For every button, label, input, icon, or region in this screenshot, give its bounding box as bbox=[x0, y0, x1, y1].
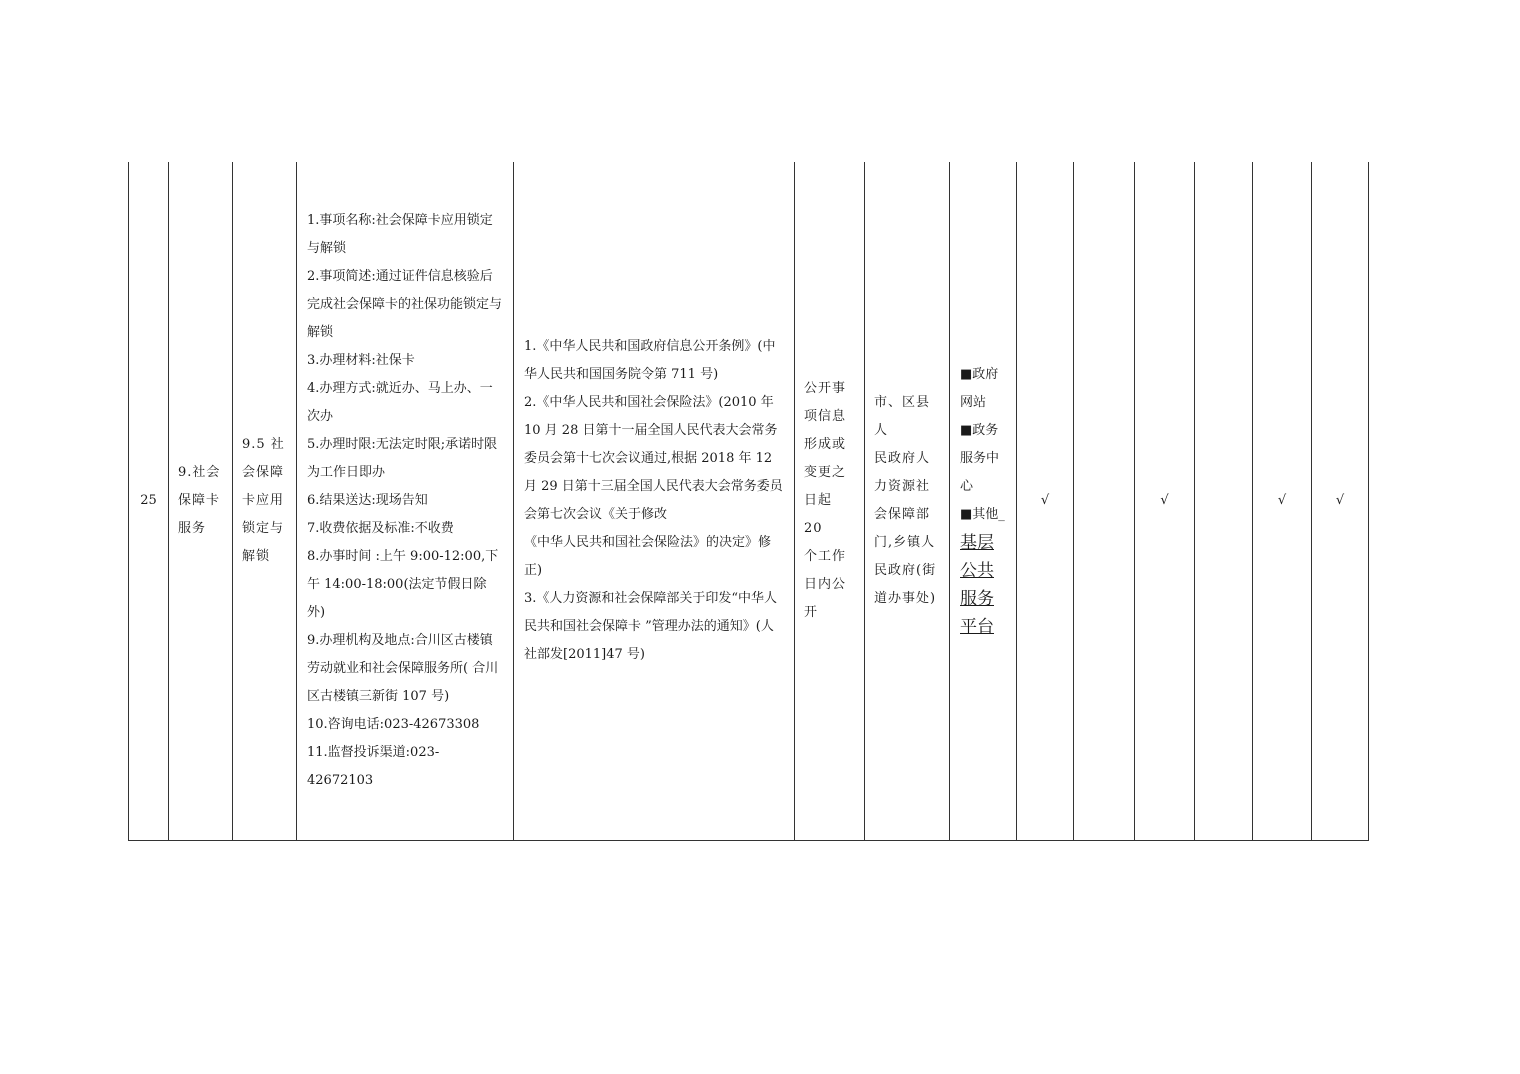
content-line: 9.办理机构及地点:合川区古楼镇劳动就业和社会保障服务所( 合川区古楼镇三新街 107 号) bbox=[307, 632, 499, 704]
subject-line: 会保障部 bbox=[874, 506, 931, 522]
time-limit-line: 日起 20 bbox=[804, 492, 833, 536]
item-line: 卡应用 bbox=[242, 492, 285, 508]
time-limit-line: 日内公 bbox=[804, 576, 847, 592]
channel-other-line: 平台 bbox=[960, 616, 994, 637]
content-cell bbox=[297, 162, 514, 840]
channel-line: ■政务 bbox=[960, 422, 999, 438]
table-row bbox=[129, 162, 1369, 840]
content-line: 3.办理材料:社保卡 bbox=[307, 352, 415, 368]
content-line: 2.事项简述:通过证件信息核验后完成社会保障卡的社保功能锁定与解锁 bbox=[307, 268, 503, 340]
subject-line: 民政府(街 bbox=[874, 562, 937, 578]
subject-line: 门,乡镇人 bbox=[874, 534, 936, 550]
time-limit-line: 项信息 bbox=[804, 408, 847, 424]
item-line: 锁定与 bbox=[242, 520, 285, 536]
channel-other-line: 公共 bbox=[960, 560, 994, 581]
basis-cell bbox=[514, 162, 795, 840]
item-cell bbox=[233, 162, 297, 840]
disclosure-table bbox=[128, 162, 1369, 841]
item-line: 9.5 社 bbox=[242, 436, 285, 452]
check-cell: √ bbox=[1312, 162, 1369, 840]
channel-other-line: 服务 bbox=[960, 588, 994, 609]
channel-line: ■政府 bbox=[960, 366, 999, 382]
time-limit-line: 个工作 bbox=[804, 548, 847, 564]
row-number: 25 bbox=[140, 492, 157, 508]
check-cell: √ bbox=[1017, 162, 1074, 840]
basis-line: 《中华人民共和国社会保险法》的决定》修正) bbox=[524, 534, 772, 578]
content-line: 8.办事时间 :上午 9:00-12:00,下午 14:00-18:00(法定节假日除外) bbox=[307, 548, 499, 620]
time-limit-line: 形成或 bbox=[804, 436, 847, 452]
check-cell bbox=[1195, 162, 1253, 840]
channel-line: 心 bbox=[960, 478, 974, 494]
category-line: 服务 bbox=[178, 520, 207, 536]
channel-other-line: 基层 bbox=[960, 532, 994, 553]
subject-cell bbox=[865, 162, 950, 840]
content-line: 5.办理时限:无法定时限;承诺时限为工作日即办 bbox=[307, 436, 498, 480]
basis-line: 3.《人力资源和社会保障部关于印发“中华人民共和国社会保障卡 ”管理办法的通知》(人社部发[2011]47 号) bbox=[524, 590, 778, 662]
content-line: 7.收费依据及标准:不收费 bbox=[307, 520, 454, 536]
subject-line: 道办事处) bbox=[874, 590, 937, 606]
content-line: 10.咨询电话:023-42673308 bbox=[307, 716, 480, 732]
time-limit-line: 公开事 bbox=[804, 380, 847, 396]
channel-line: 网站 bbox=[960, 394, 987, 410]
category-line: 保障卡 bbox=[178, 492, 221, 508]
content-line: 4.办理方式:就近办、马上办、一次办 bbox=[307, 380, 493, 424]
subject-line: 力资源社 bbox=[874, 478, 931, 494]
channel-line: ■其他_ bbox=[960, 506, 1005, 522]
check-cell bbox=[1074, 162, 1135, 840]
check-cell: √ bbox=[1253, 162, 1312, 840]
content-line: 1.事项名称:社会保障卡应用锁定与解锁 bbox=[307, 212, 493, 256]
subject-line: 民政府人 bbox=[874, 450, 931, 466]
item-line: 会保障 bbox=[242, 464, 285, 480]
subject-line: 市、区县人 bbox=[874, 394, 931, 438]
content-line: 11.监督投诉渠道:023-42672103 bbox=[307, 744, 440, 788]
category-line: 9.社会 bbox=[178, 464, 221, 480]
channel-line: 服务中 bbox=[960, 450, 1000, 466]
time-limit-cell bbox=[795, 162, 865, 840]
category-cell bbox=[169, 162, 233, 840]
channel-cell bbox=[950, 162, 1017, 840]
item-line: 解锁 bbox=[242, 548, 271, 564]
time-limit-line: 变更之 bbox=[804, 464, 847, 480]
time-limit-line: 开 bbox=[804, 604, 819, 620]
row-number-cell bbox=[129, 162, 169, 840]
content-line: 6.结果送达:现场告知 bbox=[307, 492, 428, 508]
basis-line: 2.《中华人民共和国社会保险法》(2010 年 10 月 28 日第十一届全国人民代表大会常务委员会第十七次会议通过,根据 2018 年 12 月 29 日第十三届全国人民代表大会常务委员会第七次会议《关于修改 bbox=[524, 394, 783, 522]
check-cell: √ bbox=[1135, 162, 1195, 840]
basis-line: 1.《中华人民共和国政府信息公开条例》(中华人民共和国国务院令第 711 号) bbox=[524, 338, 776, 382]
